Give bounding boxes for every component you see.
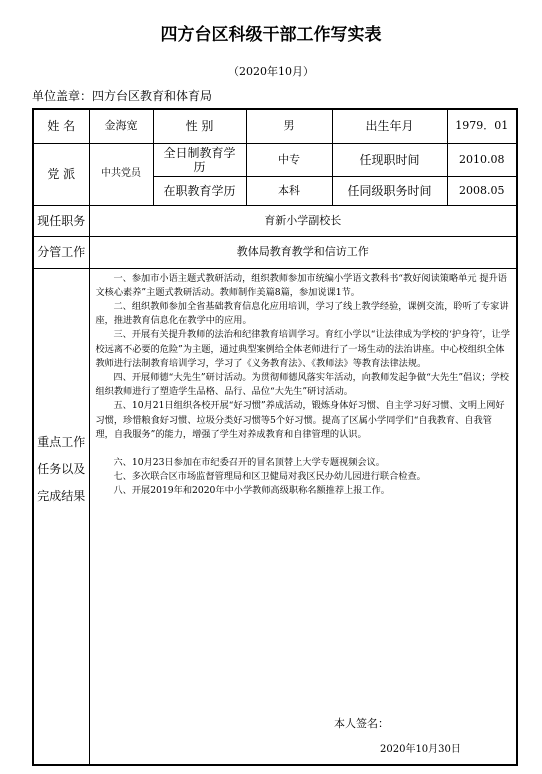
work-label-line: 完成结果 <box>37 488 86 503</box>
record-table <box>32 108 518 766</box>
work-item: 八、开展2019年和2020年中小学教师高级职称名额推荐上报工作。 <box>113 485 390 497</box>
work-item: 七、多次联合区市场监督管理局和区卫健局对我区民办幼儿园进行联合检查。 <box>113 471 426 483</box>
name-value: 金海宽 <box>89 109 153 143</box>
work-item: 一、参加市小语主题式教研活动，组织教师参加市统编小学语文教科书“教好阅读策略单元 提升语文核心素养”主题式教研活动。教师制作美篇8篇，参加说课1节。 <box>95 272 507 298</box>
work-item: 三、开展有关提升教师的法治和纪律教育培训学习。育红小学以“让法律成为学校的‘护身符’，让学校远离不必要的危险”为主题，通过典型案例给全体老师进行了一场生动的法治讲座。中心校组织全体教师进行法制教育培训学习，学习了《义务教育法》、《教师法》等教育法律法规。 <box>95 329 510 369</box>
signature-label: 本人签名： <box>334 717 389 730</box>
same-level-time-label: 任同级职务时间 <box>332 176 447 205</box>
work-item: 二、组织教师参加全省基础教育信息化应用培训，学习了线上教学经验，课例交流，聆听了专家讲座，推进教育信息化在教学中的应用。 <box>95 300 509 327</box>
signature-date: 2020年10月30日 <box>380 744 461 755</box>
page-title: 四方台区科级干部工作写实表 <box>160 25 382 45</box>
birth-label: 出生年月 <box>332 109 447 143</box>
current-post-time-value: 2010.08 <box>447 143 517 176</box>
unit-stamp-line: 单位盖章：四方台区教育和体育局 <box>32 89 213 103</box>
birth-value: 1979．01 <box>447 109 517 143</box>
work-label <box>33 268 89 765</box>
work-item: 五、10月21日组织各校开展“好习惯”养成活动，锻炼身体好习惯、自主学习好习惯、文明上网好习惯，珍惜粮食好习惯、垃圾分类好习惯等5个好习惯。提高了区属小学同学们“自我教育、自我管理，自我服务”的能力，增强了学生对养成教育和自律管理的认识。 <box>95 400 505 440</box>
gender-value: 男 <box>246 109 332 143</box>
work-label-line: 任务以及 <box>37 461 86 476</box>
work-item: 六、10月23日参加在市纪委召开的冒名顶替上大学专题视频会议。 <box>113 456 385 468</box>
name-label: 姓 名 <box>33 109 89 143</box>
work-content <box>89 268 517 765</box>
inservice-edu-label: 在职教育学历 <box>153 176 246 205</box>
charge-label: 分管工作 <box>33 236 89 268</box>
party-value: 中共党员 <box>89 143 153 205</box>
fulltime-edu-value: 中专 <box>246 143 332 176</box>
position-label: 现任职务 <box>33 205 89 236</box>
work-label-line: 重点工作 <box>37 434 86 449</box>
gender-label: 性 别 <box>153 109 246 143</box>
position-value: 育新小学副校长 <box>89 205 517 236</box>
report-date: （2020年10月） <box>228 65 314 78</box>
work-item: 四、开展师德“大先生”研讨活动。为贯彻师德风落实年活动，向教师发起争做“大先生”倡议；学校组织教师进行了塑造学生品格、品行、品位“大先生”研讨活动。 <box>95 371 509 398</box>
fulltime-edu-label: 全日制教育学历 <box>153 143 246 176</box>
party-label: 党 派 <box>33 143 89 205</box>
current-post-time-label: 任现职时间 <box>332 143 447 176</box>
inservice-edu-value: 本科 <box>246 176 332 205</box>
charge-value: 教体局教育教学和信访工作 <box>89 236 517 268</box>
same-level-time-value: 2008.05 <box>447 176 517 205</box>
